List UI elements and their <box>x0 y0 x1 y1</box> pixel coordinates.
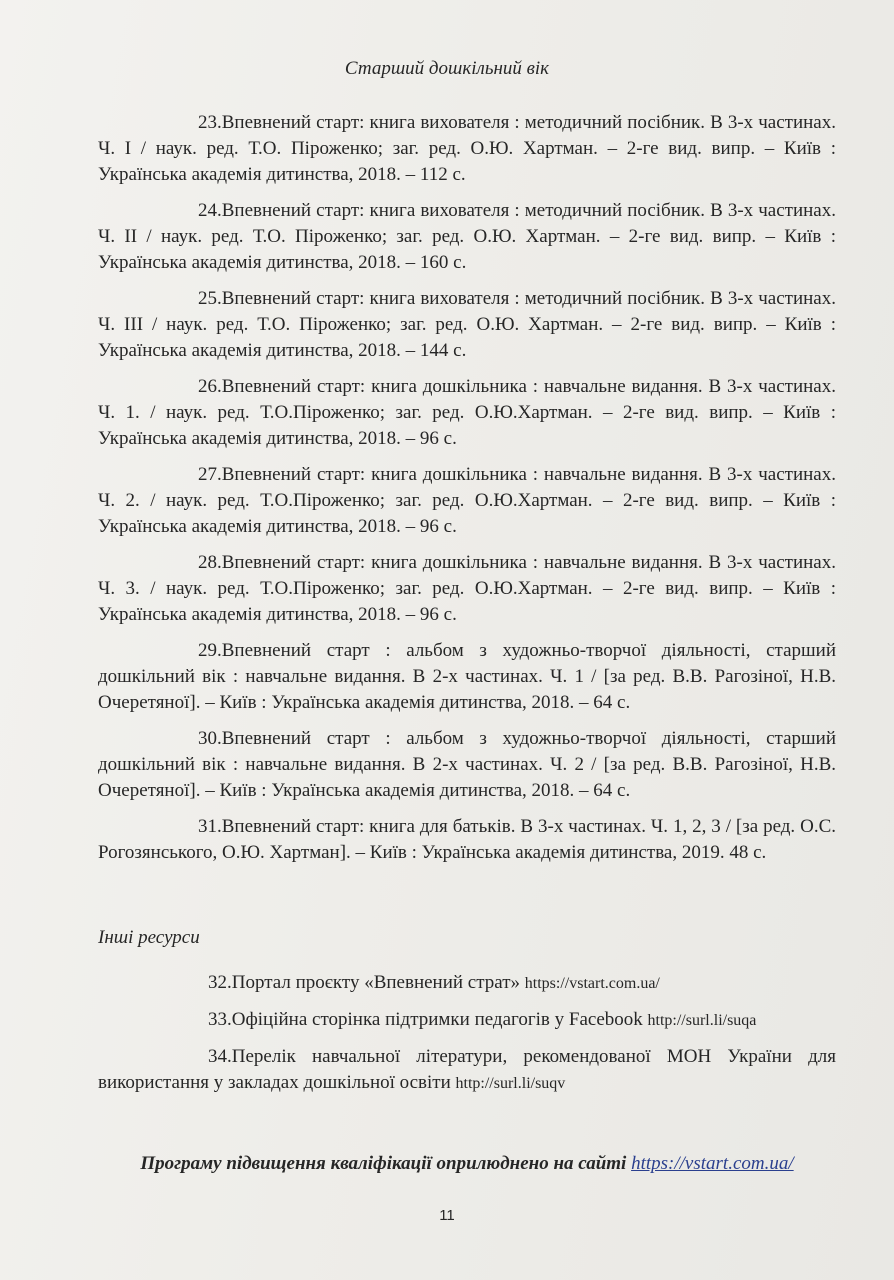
entry-number: 31. <box>198 816 222 837</box>
bibliography-list <box>98 110 836 876</box>
entry-text: Впевнений старт: книга вихователя : методичний посібник. В 3-х частинах. Ч. І / наук. ред. Т.О. Піроженко; заг. ред. О.Ю. Хартман. – 2-ге вид. випр. – Київ : Українська академія дитинства, 2018. – 112 с. <box>98 112 836 185</box>
bibliography-entry-29 <box>98 638 836 716</box>
page-number: 11 <box>439 1207 455 1224</box>
resource-url[interactable]: http://surl.li/suqa <box>647 1012 757 1029</box>
entry-text: Впевнений старт: книга дошкільника : навчальне видання. В 3-х частинах. Ч. 1. / наук. ред. Т.О.Піроженко; заг. ред. О.Ю.Хартман. – 2-ге вид. випр. – Київ : Українська академія дитинства, 2018. – 96 с. <box>98 376 836 449</box>
bibliography-entry-28 <box>98 550 836 628</box>
resource-item-34 <box>98 1044 836 1097</box>
entry-text: Впевнений старт: книга для батьків. В 3-х частинах. Ч. 1, 2, 3 / [за ред. О.С. Рогозянського, О.Ю. Хартман]. – Київ : Українська академія дитинства, 2019. 48 с. <box>98 816 836 863</box>
resource-text: Перелік навчальної літератури, рекомендованої МОН України для використання у закладах дошкільної освіти <box>98 1046 836 1093</box>
entry-text: Впевнений старт: книга вихователя : методичний посібник. В 3-х частинах. Ч. ІІІ / наук. ред. Т.О. Піроженко; заг. ред. О.Ю. Хартман. – 2-ге вид. випр. – Київ : Українська академія дитинства, 2018. – 144 с. <box>98 288 836 361</box>
resource-text: Офіційна сторінка підтримки педагогів у Facebook <box>231 1009 643 1030</box>
entry-text: Впевнений старт : альбом з художньо-творчої діяльності, старший дошкільний вік : навчальне видання. В 2-х частинах. Ч. 1 / [за ред. В.В. Рагозіної, Н.В. Очеретяної]. – Київ : Українська академія дитинства, 2018. – 64 с. <box>98 640 836 713</box>
entry-number: 23. <box>198 112 222 133</box>
resource-number: 32. <box>208 972 232 993</box>
entry-number: 29. <box>198 640 222 661</box>
bibliography-entry-31 <box>98 814 836 866</box>
entry-number: 28. <box>198 552 222 573</box>
footer-note <box>98 1153 836 1175</box>
resource-url[interactable]: http://surl.li/suqv <box>455 1075 566 1092</box>
resource-number: 33. <box>208 1009 232 1030</box>
entry-text: Впевнений старт : альбом з художньо-творчої діяльності, старший дошкільний вік : навчальне видання. В 2-х частинах. Ч. 2 / [за ред. В.В. Рагозіної, Н.В. Очеретяної]. – Київ : Українська академія дитинства, 2018. – 64 с. <box>98 728 836 801</box>
resource-url[interactable]: https://vstart.com.ua/ <box>524 975 660 992</box>
resources-list <box>98 970 836 1107</box>
entry-number: 26. <box>198 376 222 397</box>
entry-text: Впевнений старт: книга дошкільника : навчальне видання. В 3-х частинах. Ч. 2. / наук. ред. Т.О.Піроженко; заг. ред. О.Ю.Хартман. – 2-ге вид. випр. – Київ : Українська академія дитинства, 2018. – 96 с. <box>98 464 836 537</box>
running-header: Старший дошкільний вік <box>344 58 550 79</box>
resource-item-33 <box>98 1007 836 1034</box>
entry-number: 24. <box>198 200 222 221</box>
bibliography-entry-27 <box>98 462 836 540</box>
bibliography-entry-24 <box>98 198 836 276</box>
bibliography-entry-25 <box>98 286 836 364</box>
section-title-other-resources: Інші ресурси <box>98 927 200 948</box>
resource-number: 34. <box>208 1046 232 1067</box>
footer-link[interactable]: https://vstart.com.ua/ <box>631 1153 794 1174</box>
resource-text: Портал проєкту «Впевнений страт» <box>231 972 521 993</box>
resource-item-32 <box>98 970 836 997</box>
entry-number: 30. <box>198 728 222 749</box>
bibliography-entry-30 <box>98 726 836 804</box>
entry-text: Впевнений старт: книга вихователя : методичний посібник. В 3-х частинах. Ч. ІІ / наук. ред. Т.О. Піроженко; заг. ред. О.Ю. Хартман. – 2-ге вид. випр. – Київ : Українська академія дитинства, 2018. – 160 с. <box>98 200 836 273</box>
entry-number: 27. <box>198 464 222 485</box>
bibliography-entry-23 <box>98 110 836 188</box>
bibliography-entry-26 <box>98 374 836 452</box>
entry-text: Впевнений старт: книга дошкільника : навчальне видання. В 3-х частинах. Ч. 3. / наук. ред. Т.О.Піроженко; заг. ред. О.Ю.Хартман. – 2-ге вид. випр. – Київ : Українська академія дитинства, 2018. – 96 с. <box>98 552 836 625</box>
footer-note-text: Програму підвищення кваліфікації оприлюднено на сайті <box>140 1153 627 1174</box>
entry-number: 25. <box>198 288 222 309</box>
